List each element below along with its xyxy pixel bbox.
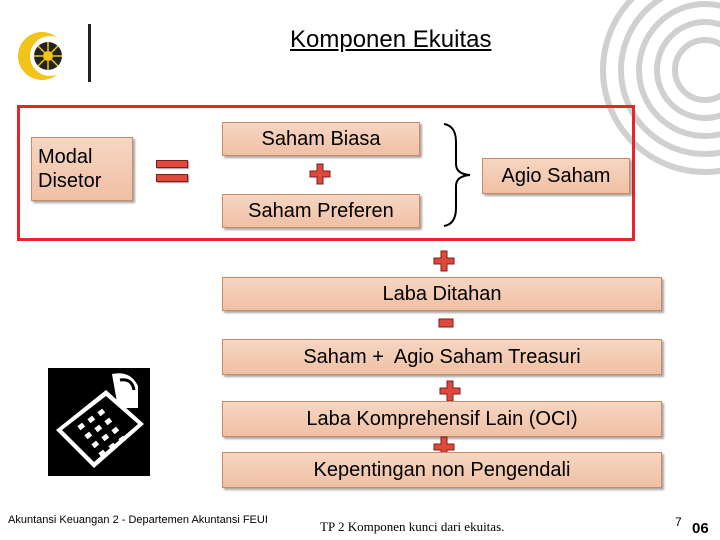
- oci-label: Laba Komprehensif Lain (OCI): [306, 407, 578, 430]
- modal-disetor-line1: Modal: [38, 146, 93, 168]
- minus-icon: [438, 316, 454, 330]
- plus-icon: [308, 162, 332, 186]
- university-logo-icon: [12, 20, 82, 90]
- calculator-icon: [48, 368, 150, 476]
- saham-preferen-label: Saham Preferen: [248, 199, 394, 222]
- plus-icon: [438, 379, 462, 403]
- nci-label: Kepentingan non Pengendali: [313, 458, 571, 481]
- logo-divider: [88, 24, 91, 82]
- modal-disetor-line2: Disetor: [38, 170, 102, 192]
- equals-icon: [156, 160, 188, 182]
- page-superscript: 7: [675, 515, 682, 529]
- laba-ditahan-box: [222, 277, 662, 311]
- oci-box: [222, 401, 662, 437]
- saham-biasa-box: [222, 122, 420, 156]
- slide-number: 06: [692, 520, 709, 537]
- treasuri-box: [222, 339, 662, 375]
- footer-topic: TP 2 Komponen kunci dari ekuitas.: [320, 519, 505, 534]
- nci-box: [222, 452, 662, 488]
- brace-icon: [440, 122, 480, 228]
- plus-icon: [432, 249, 456, 273]
- agio-saham-box: [482, 158, 630, 194]
- footer-course: Akuntansi Keuangan 2 - Departemen Akuntansi FEUI: [8, 514, 268, 526]
- modal-disetor-box: [31, 137, 133, 201]
- agio-saham-label: Agio Saham: [501, 164, 611, 187]
- university-logo: [12, 20, 112, 90]
- laba-ditahan-label: Laba Ditahan: [382, 282, 502, 305]
- treasuri-label: Saham + Agio Saham Treasuri: [303, 345, 581, 368]
- saham-preferen-box: [222, 194, 420, 228]
- saham-biasa-label: Saham Biasa: [261, 127, 381, 150]
- page-title: Komponen Ekuitas: [290, 26, 492, 53]
